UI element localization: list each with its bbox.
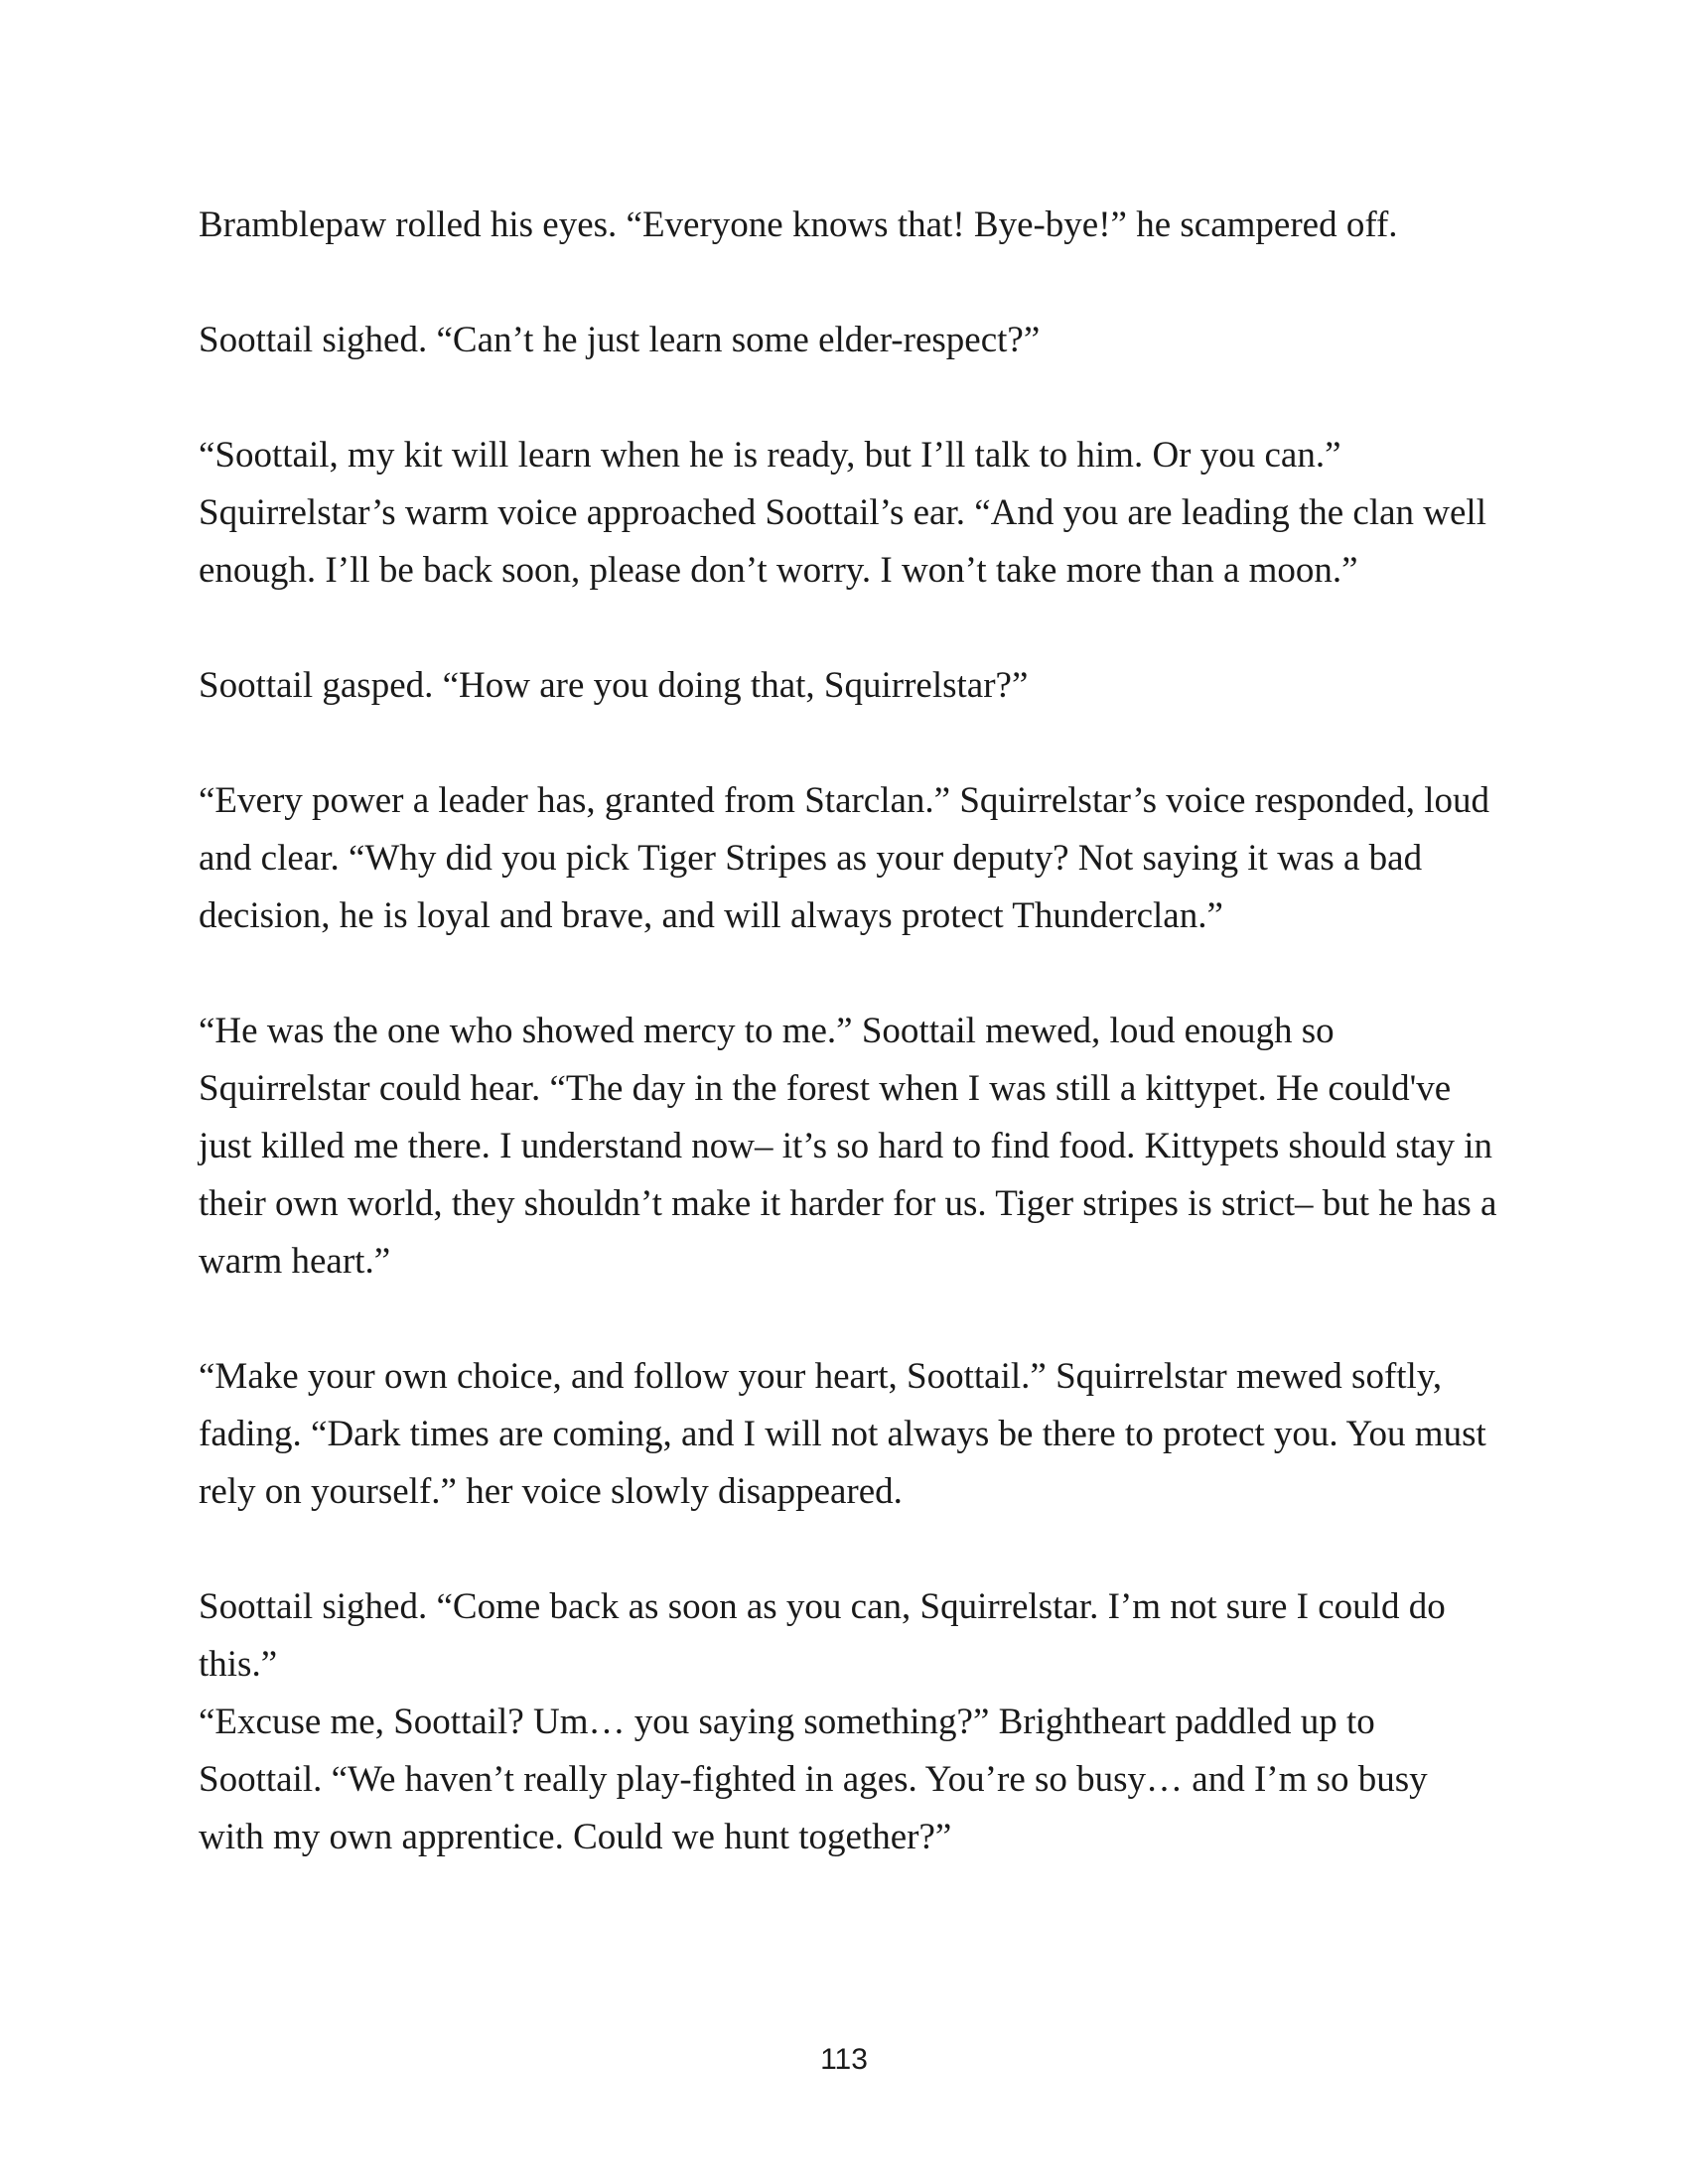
paragraph: “Make your own choice, and follow your heart, Soottail.” Squirrelstar mewed softly, fading. “Dark times are coming, and I will not always be there to protect you. You must rely on yourself.” her voice slowly disappeared. xyxy=(199,1356,1486,1512)
paragraph: Bramblepaw rolled his eyes. “Everyone knows that! Bye-bye!” he scampered off. xyxy=(199,205,1398,245)
paragraph: “Excuse me, Soottail? Um… you saying something?” Brightheart paddled up to Soottail. “We haven’t really play-fighted in ages. You’re so busy… and I’m so busy with my own apprentice. Could we hunt together?” xyxy=(199,1702,1428,1857)
paragraph: Soottail gasped. “How are you doing that, Squirrelstar?” xyxy=(199,665,1029,706)
paragraph: “Soottail, my kit will learn when he is ready, but I’ll talk to him. Or you can.” Squirrelstar’s warm voice approached Soottail’s ear. “And you are leading the clan well enough. I’ll be back soon, please don’t worry. I won’t take more than a moon.” xyxy=(199,435,1486,591)
body-text xyxy=(199,197,1499,1866)
paragraph: “Every power a leader has, granted from Starclan.” Squirrelstar’s voice responded, loud and clear. “Why did you pick Tiger Stripes as your deputy? Not saying it was a bad decision, he is loyal and brave, and will always protect Thunderclan.” xyxy=(199,780,1490,936)
paragraph: Soottail sighed. “Come back as soon as you can, Squirrelstar. I’m not sure I could do this.” xyxy=(199,1586,1446,1685)
paragraph: Soottail sighed. “Can’t he just learn some elder-respect?” xyxy=(199,320,1041,360)
page-number: 113 xyxy=(820,2043,868,2076)
paragraph: “He was the one who showed mercy to me.” Soottail mewed, loud enough so Squirrelstar could hear. “The day in the forest when I was still a kittypet. He could've just killed me there. I understand now– it’s so hard to find food. Kittypets should stay in their own world, they shouldn’t make it harder for us. Tiger stripes is strict– but he has a warm heart.” xyxy=(199,1011,1497,1282)
